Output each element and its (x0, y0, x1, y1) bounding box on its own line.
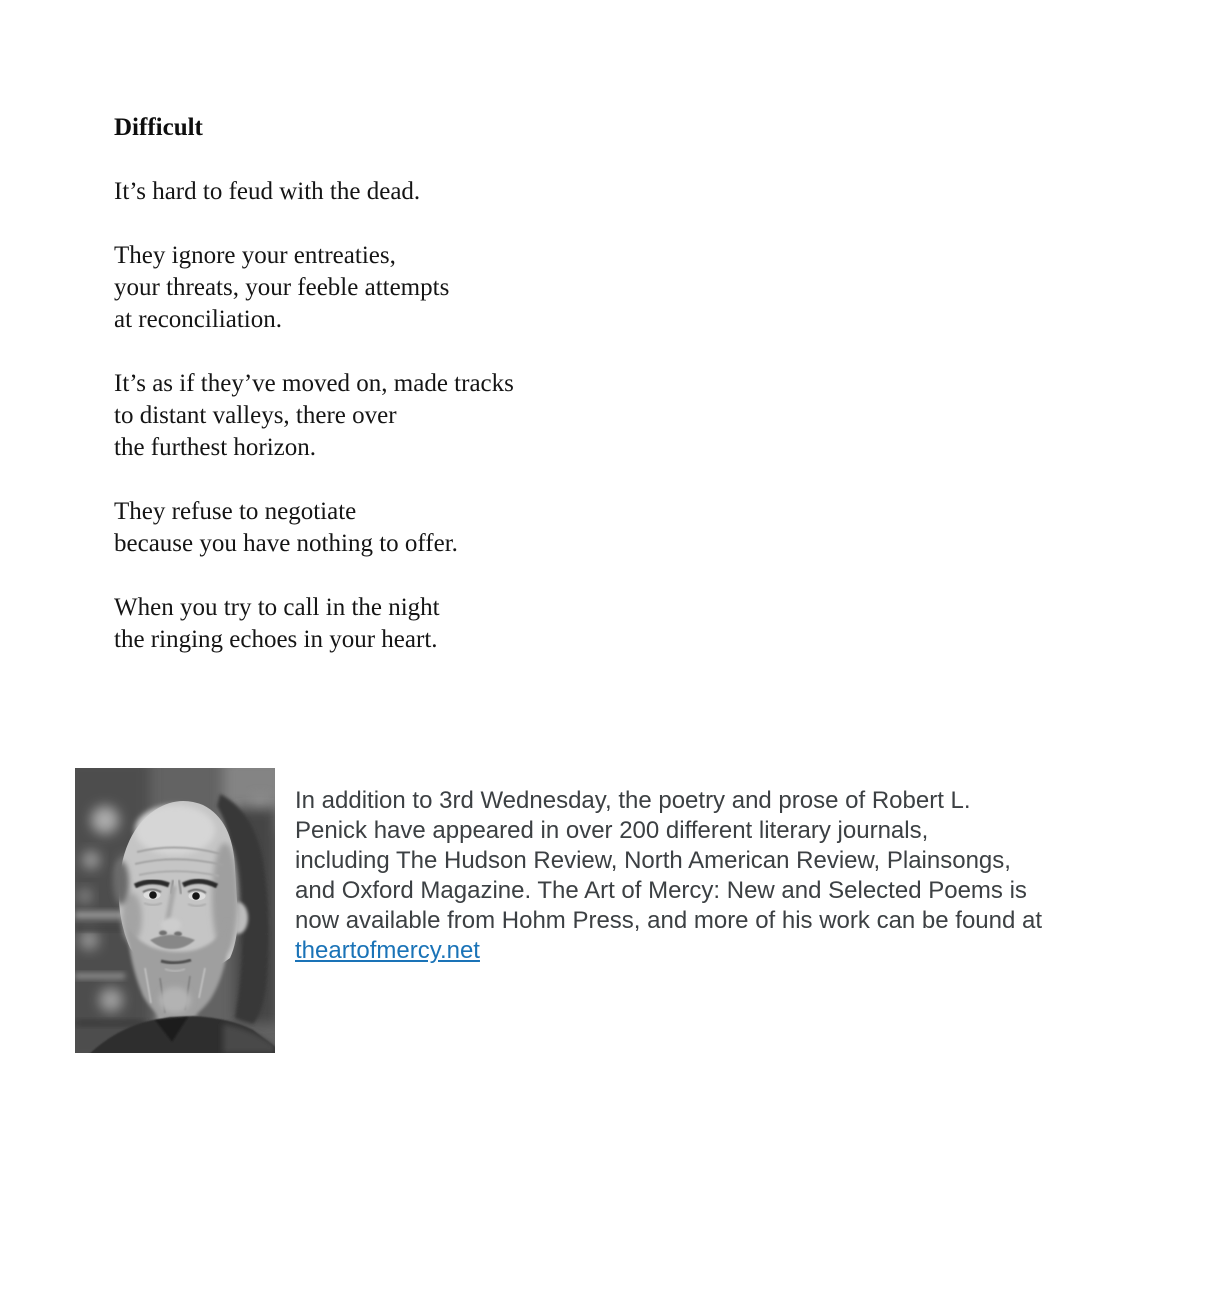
bio-line: Penick have appeared in over 200 different literary journals, (295, 817, 929, 844)
bio-line: and Oxford Magazine. The Art of Mercy: New and Selected Poems is (295, 877, 1027, 904)
poem-line: your threats, your feeble attempts (114, 274, 450, 301)
poem-line: They ignore your entreaties, (114, 242, 396, 269)
poem-line: It’s hard to feud with the dead. (114, 178, 421, 205)
poem-stanza-1 (114, 176, 734, 208)
poem-line: When you try to call in the night (114, 594, 440, 621)
poem-line: because you have nothing to offer. (114, 530, 458, 557)
poem-line: at reconciliation. (114, 306, 282, 333)
poem (114, 112, 734, 656)
author-website-link[interactable]: theartofmercy.net (295, 937, 480, 964)
poem-line: It’s as if they’ve moved on, made tracks (114, 370, 514, 397)
poem-stanza-5 (114, 592, 734, 656)
author-photo (75, 768, 275, 1053)
bio-link-line (295, 936, 1125, 966)
poem-stanza-4 (114, 496, 734, 560)
author-portrait-image (75, 768, 275, 1053)
poem-line: They refuse to negotiate (114, 498, 357, 525)
poem-line: the furthest horizon. (114, 434, 317, 461)
poem-line: the ringing echoes in your heart. (114, 626, 438, 653)
bio-line: including The Hudson Review, North American Review, Plainsongs, (295, 847, 1011, 874)
bio-line: now available from Hohm Press, and more of his work can be found at (295, 907, 1043, 934)
author-bio (295, 786, 1125, 966)
poem-line: to distant valleys, there over (114, 402, 397, 429)
poem-stanza-3 (114, 368, 734, 464)
poem-stanza-2 (114, 240, 734, 336)
poem-title: Difficult (114, 114, 203, 141)
bio-line: In addition to 3rd Wednesday, the poetry and prose of Robert L. (295, 787, 971, 814)
